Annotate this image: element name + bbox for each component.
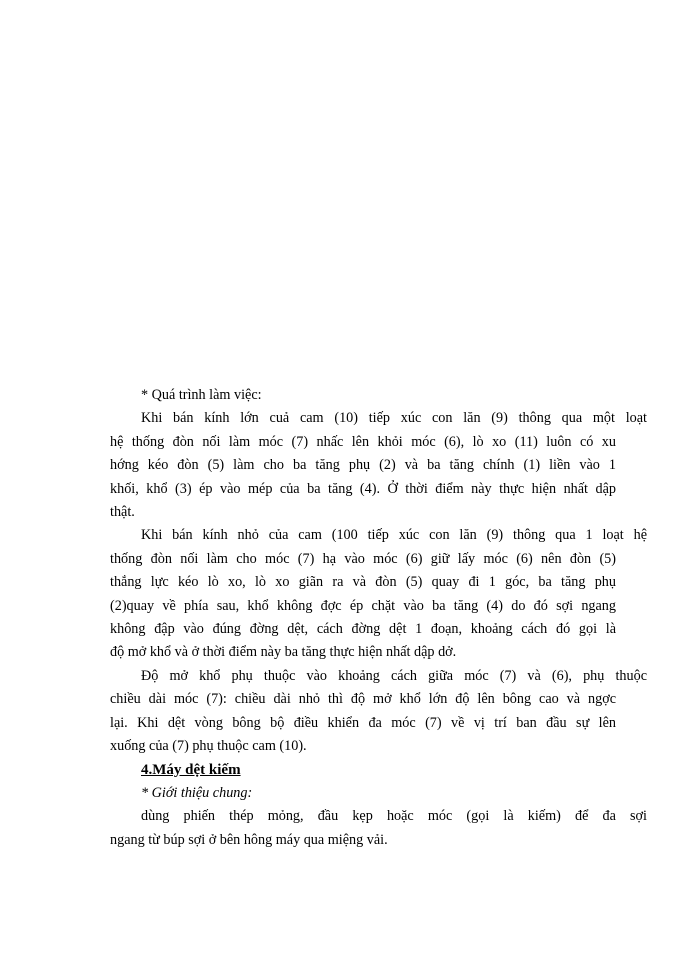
paragraph2-line6: độ mở khổ và ở thời điểm này ba tăng thực hiện nhất dập dở. — [110, 644, 457, 661]
paragraph1-line3: hớng kéo đòn (5) làm cho ba tăng phụ (2) và ba tăng chính (1) liền vào 1 — [110, 457, 616, 474]
general-intro-subheading: * Giới thiệu chung: — [141, 784, 253, 801]
paragraph2-line1: Khi bán kính nhỏ của cam (100 tiếp xúc con lăn (9) thông qua 1 loạt hệ — [141, 527, 647, 544]
rapier-paragraph-line1: dùng phiến thép mỏng, đầu kẹp hoặc móc (gọi là kiếm) để đa sợi — [141, 808, 647, 825]
paragraph1-line2: hệ thống đòn nối làm móc (7) nhấc lên khỏi móc (6), lò xo (11) luôn có xu — [110, 433, 616, 450]
paragraph3-line1: Độ mở khổ phụ thuộc vào khoảng cách giữa móc (7) và (6), phụ thuộc — [141, 667, 647, 684]
rapier-loom-title: 4.Máy dệt kiếm — [141, 761, 241, 778]
document-body — [110, 384, 647, 852]
paragraph3-line3: lại. Khi dệt vòng bông bộ điều khiển đa móc (7) về vị trí ban đầu sự lên — [110, 714, 616, 731]
paragraph2-line5: không đập vào đúng đờng dệt, cách đờng dệt 1 đoạn, khoảng cách đó gọi là — [110, 621, 616, 638]
paragraph1-line1: Khi bán kính lớn cuả cam (10) tiếp xúc con lăn (9) thông qua một loạt — [141, 410, 647, 427]
paragraph1-line4: khối, khổ (3) ép vào mép của ba tăng (4). Ở thời điểm này thực hiện nhất dập — [110, 480, 616, 497]
paragraph3-line2: chiều dài móc (7): chiều dài nhỏ thì độ mở khổ lớn độ lên bông cao và ngợc — [110, 691, 616, 708]
paragraph2-line3: thắng lực kéo lò xo, lò xo giãn ra và đòn (5) quay đi 1 góc, ba tăng phụ — [110, 574, 616, 591]
paragraph2-line4: (2)quay về phía sau, khổ không đợc ép chặt vào ba tăng (4) do đó sợi ngang — [110, 597, 616, 614]
rapier-paragraph-line2: ngang từ búp sợi ở bên hông máy qua miệng vải. — [110, 831, 388, 848]
work-process-heading: * Quá trình làm việc: — [141, 387, 262, 403]
paragraph2-line2: thống đòn nối làm cho móc (7) hạ vào móc (6) giữ lấy móc (6) nên đòn (5) — [110, 550, 616, 567]
paragraph1-line5: thật. — [110, 504, 135, 521]
paragraph3-line4: xuống của (7) phụ thuộc cam (10). — [110, 738, 307, 755]
